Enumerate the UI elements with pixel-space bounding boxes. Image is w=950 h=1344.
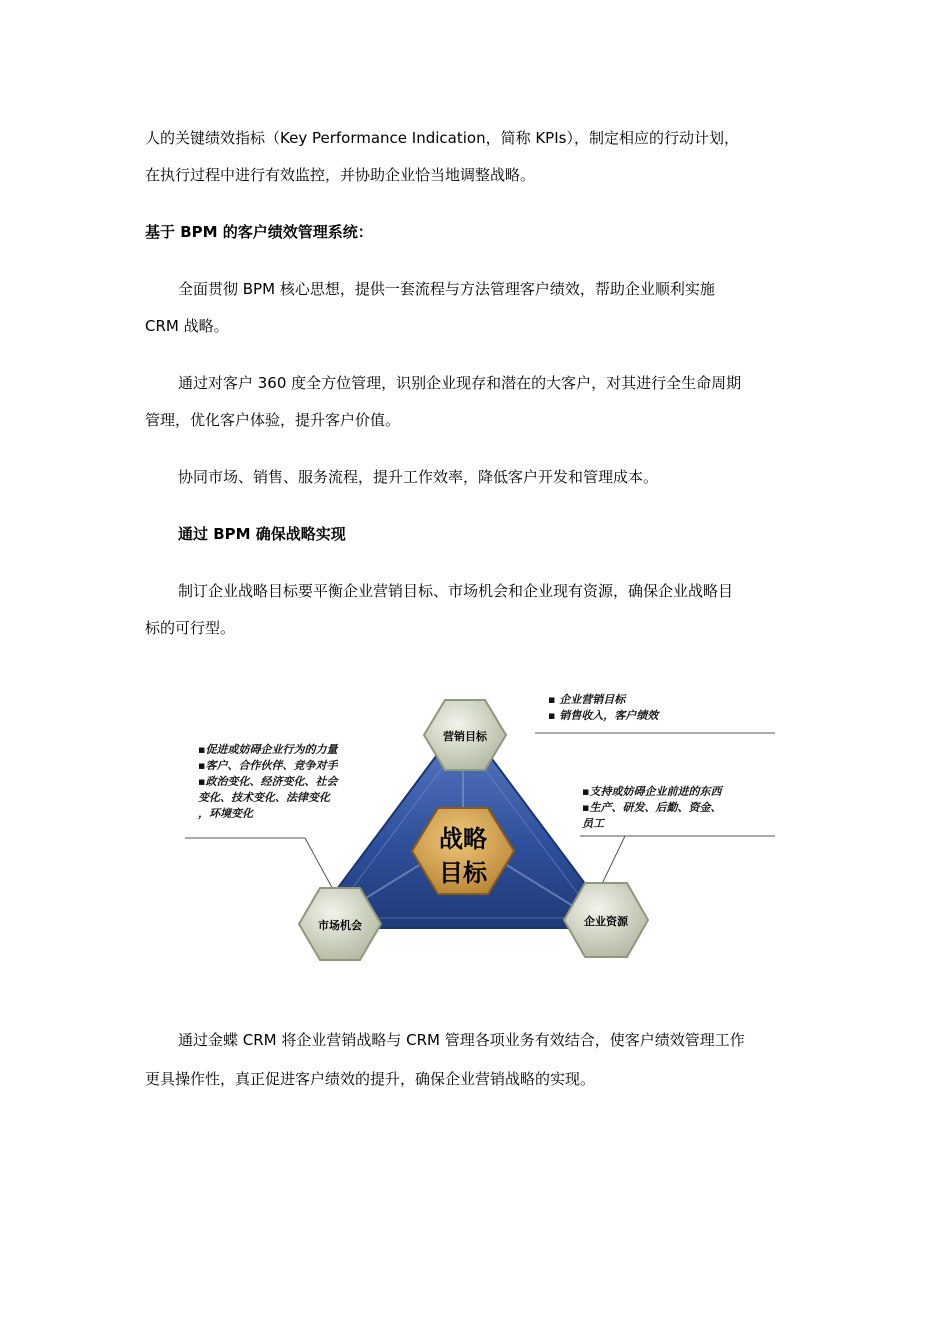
note-left-line: ▪客户、合作伙伴、竞争对手 <box>198 759 338 772</box>
heading-bpm-system: 基于 BPM 的客户绩效管理系统： <box>145 223 373 241</box>
note-right-line: 员工 <box>582 817 604 830</box>
heading-bpm-strategy: 通过 BPM 确保战略实现 <box>178 525 346 543</box>
line-p1-1: 人的关键绩效指标（Key Performance Indication，简称 KPIs），制定相应的行动计划， <box>145 129 739 147</box>
center-label-line1: 战略 <box>439 825 487 853</box>
node-right-label: 企业资源 <box>584 915 628 928</box>
line-p5-2: 标的可行型。 <box>145 619 236 637</box>
note-right-line: ▪支持或妨碍企业前进的东西 <box>582 785 722 798</box>
line-p6-1: 通过金蝶 CRM 将企业营销战略与 CRM 管理各项业务有效结合，使客户绩效管理工作 <box>178 1031 745 1049</box>
note-top <box>548 692 658 724</box>
line-p2-1: 全面贯彻 BPM 核心思想，提供一套流程与方法管理客户绩效，帮助企业顺利实施 <box>178 280 715 298</box>
note-left-line: ▪促进或妨碍企业行为的力量 <box>198 743 338 756</box>
line-p6-2: 更具操作性，真正促进客户绩效的提升，确保企业营销战略的实现。 <box>145 1070 596 1088</box>
note-left-line: 变化、技术变化、法律变化 <box>198 791 330 804</box>
line-p5-1: 制订企业战略目标要平衡企业营销目标、市场机会和企业现有资源，确保企业战略目 <box>178 582 734 600</box>
line-p2-2: CRM 战略。 <box>145 317 229 335</box>
note-top-line: ▪ 企业营销目标 <box>548 693 626 706</box>
leader-line-left-diag <box>305 838 335 893</box>
node-left-label: 市场机会 <box>318 919 362 932</box>
note-left-line: ▪政治变化、经济变化、社会 <box>198 775 338 788</box>
line-p3-2: 管理，优化客户体验，提升客户价值。 <box>145 411 401 429</box>
note-left <box>198 742 337 822</box>
note-right-line: ▪生产、研发、后勤、资金、 <box>582 801 722 814</box>
strategy-diagram-svg <box>180 688 780 978</box>
note-left-line: ，环境变化 <box>198 807 253 820</box>
line-p3-1: 通过对客户 360 度全方位管理，识别企业现存和潜在的大客户，对其进行全生命周期 <box>178 374 742 392</box>
line-p1-2: 在执行过程中进行有效监控，并协助企业恰当地调整战略。 <box>145 166 536 184</box>
note-right <box>582 784 721 832</box>
strategy-diagram <box>180 688 780 978</box>
line-p4-1: 协同市场、销售、服务流程，提升工作效率，降低客户开发和管理成本。 <box>178 468 659 486</box>
note-top-line: ▪ 销售收入，客户绩效 <box>548 709 659 722</box>
leader-line-right-diag <box>600 836 625 888</box>
node-top-label: 营销目标 <box>443 730 487 743</box>
center-label-line2: 目标 <box>439 859 487 887</box>
